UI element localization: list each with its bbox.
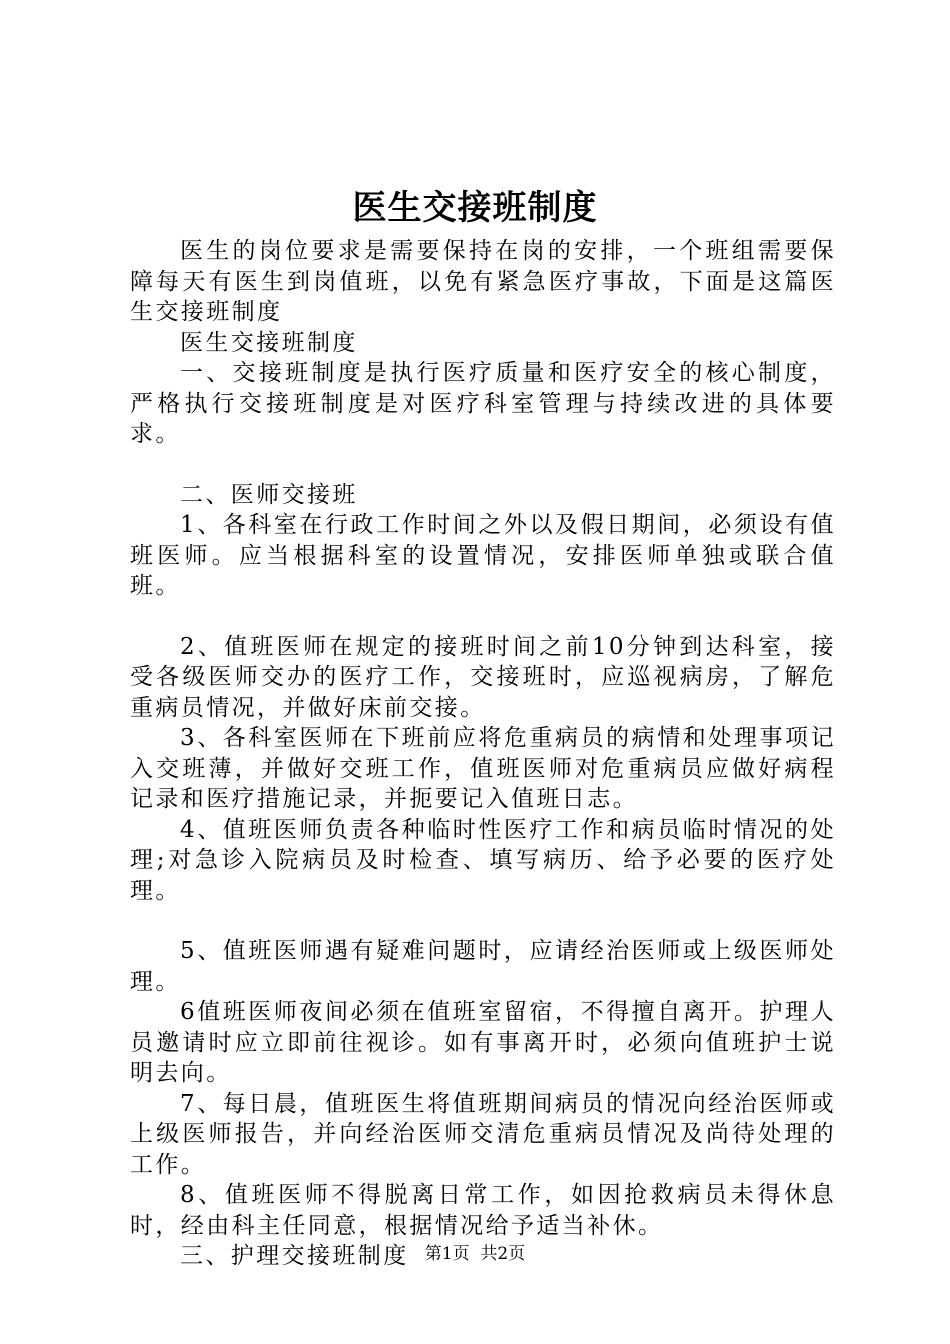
rule-paragraph: 5、值班医师遇有疑难问题时，应请经治医师或上级医师处理。 bbox=[130, 938, 836, 995]
section-heading: 二、医师交接班 bbox=[180, 481, 358, 508]
rule-paragraph: 1、各科室在行政工作时间之外以及假日期间，必须设有值班医师。应当根据科室的设置情况，安排医师单独或联合值班。 bbox=[130, 512, 836, 599]
rule-paragraph: 6值班医师夜间必须在值班室留宿，不得擅自离开。护理人员邀请时应立即前往视诊。如有事离开时，必须向值班护士说明去向。 bbox=[130, 999, 836, 1086]
page-footer bbox=[0, 1242, 950, 1266]
rule-paragraph: 一、交接班制度是执行医疗质量和医疗安全的核心制度，严格执行交接班制度是对医疗科室管理与持续改进的具体要求。 bbox=[130, 360, 836, 447]
page-number-label: 第1页 共2页 bbox=[424, 1244, 526, 1264]
rule-paragraph: 2、值班医师在规定的接班时间之前10分钟到达科室，接受各级医师交办的医疗工作，交接班时，应巡视病房，了解危重病员情况，并做好床前交接。 bbox=[130, 633, 836, 721]
section-heading: 三、护理交接班制度 bbox=[180, 1243, 409, 1269]
document-title: 医生交接班制度 bbox=[352, 188, 598, 228]
intro-paragraph: 医生的岗位要求是需要保持在岗的安排，一个班组需要保障每天有医生到岗值班，以免有紧急医疗事故，下面是这篇医生交接班制度 bbox=[130, 238, 836, 325]
rule-paragraph: 3、各科室医师在下班前应将危重病员的病情和处理事项记入交班薄，并做好交班工作，值班医师对危重病员应做好病程记录和医疗措施记录，并扼要记入值班日志。 bbox=[130, 725, 836, 812]
rule-paragraph: 4、值班医师负责各种临时性医疗工作和病员临时情况的处理;对急诊入院病员及时检查、填写病历、给予必要的医疗处理。 bbox=[130, 816, 836, 904]
document-body bbox=[130, 236, 836, 1272]
rule-paragraph: 8、值班医师不得脱离日常工作，如因抢救病员未得休息时，经由科主任同意，根据情况给予适当补休。 bbox=[130, 1182, 836, 1239]
rule-paragraph: 7、每日晨，值班医生将值班期间病员的情况向经治医师或上级医师报告，并向经治医师交清危重病员情况及尚待处理的工作。 bbox=[130, 1090, 836, 1178]
section-heading: 医生交接班制度 bbox=[180, 329, 358, 356]
